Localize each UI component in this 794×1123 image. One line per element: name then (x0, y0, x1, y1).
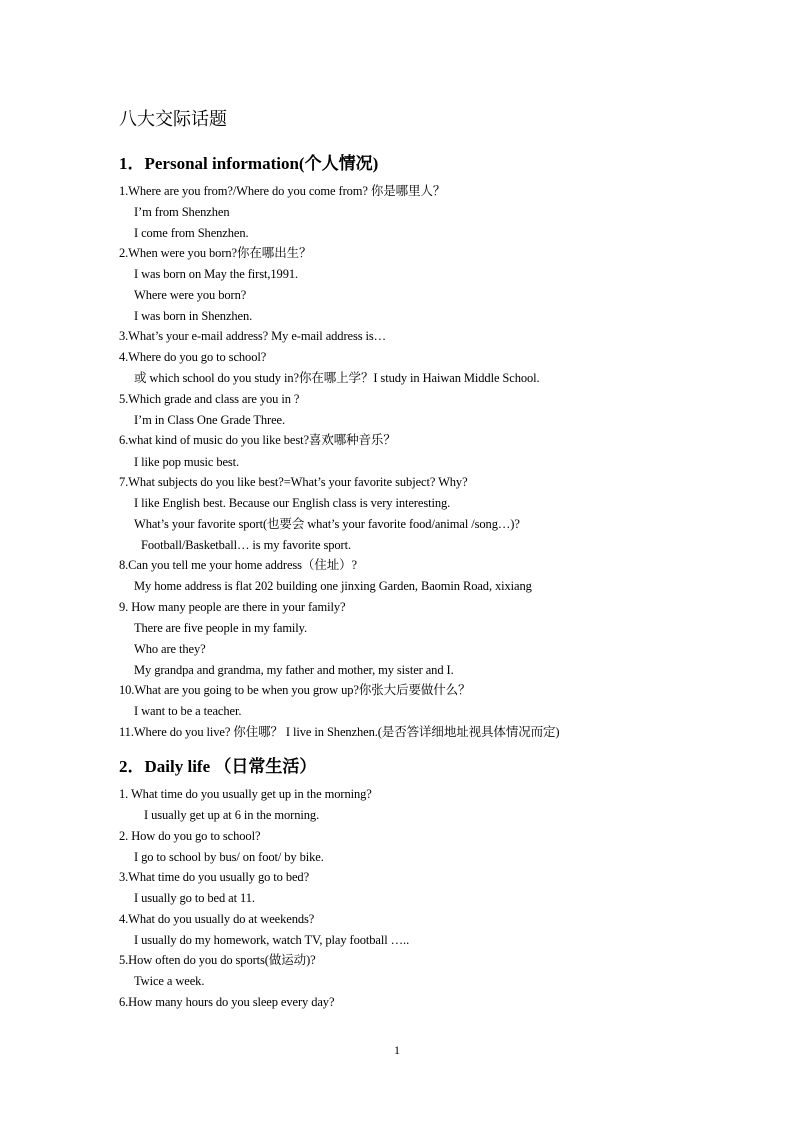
answer-line: Where were you born? (134, 288, 247, 302)
answer-line: I come from Shenzhen. (134, 226, 249, 240)
answer-line: I usually go to bed at 11. (134, 891, 255, 905)
document-title: 八大交际话题 (119, 109, 227, 129)
section-heading-personal-information: 1．Personal information(个人情况) (119, 154, 379, 173)
question-line: 10.What are you going to be when you grow up?你张大后要做什么？ (119, 683, 471, 697)
question-line: 11.Where do you live? 你住哪？ I live in Shenzhen.(是否答详细地址视具体情况而定) (119, 725, 560, 739)
question-line: 2. How do you go to school? (119, 829, 261, 843)
answer-line: I usually do my homework, watch TV, play football ….. (134, 933, 410, 947)
answer-line: Football/Basketball… is my favorite sport. (141, 538, 352, 552)
answer-line: 或 which school do you study in?你在哪上学？I study in Haiwan Middle School. (134, 371, 540, 385)
answer-line: I want to be a teacher. (134, 704, 242, 718)
answer-line: I go to school by bus/ on foot/ by bike. (134, 850, 324, 864)
answer-line: What’s your favorite sport(也要会 what’s your favorite food/animal /song…)? (134, 517, 520, 531)
page-number: 1 (394, 1043, 400, 1057)
answer-line: My home address is flat 202 building one jinxing Garden, Baomin Road, xixiang (134, 579, 532, 593)
question-line: 8.Can you tell me your home address（住址）? (119, 558, 357, 572)
question-line: 9. How many people are there in your family? (119, 600, 346, 614)
question-line: 3.What time do you usually go to bed? (119, 870, 310, 884)
answer-line: I was born on May the first,1991. (134, 267, 299, 281)
answer-line: I like pop music best. (134, 455, 240, 469)
answer-line: I usually get up at 6 in the morning. (144, 808, 320, 822)
question-line: 4.What do you usually do at weekends? (119, 912, 315, 926)
question-line: 6.what kind of music do you like best?喜欢哪种音乐？ (119, 433, 396, 447)
answer-line: There are five people in my family. (134, 621, 308, 635)
question-line: 5.Which grade and class are you in ? (119, 392, 300, 406)
answer-line: I like English best. Because our English class is very interesting. (134, 496, 451, 510)
question-line: 1. What time do you usually get up in the morning? (119, 787, 372, 801)
question-line: 4.Where do you go to school? (119, 350, 267, 364)
question-line: 7.What subjects do you like best?=What’s your favorite subject? Why? (119, 475, 468, 489)
answer-line: I was born in Shenzhen. (134, 309, 253, 323)
answer-line: I’m in Class One Grade Three. (134, 413, 285, 427)
question-line: 3.What’s your e-mail address? My e-mail address is… (119, 329, 387, 343)
section-heading-daily-life: 2．Daily life （日常生活） (119, 757, 317, 776)
answer-line: I’m from Shenzhen (134, 205, 230, 219)
question-line: 6.How many hours do you sleep every day? (119, 995, 335, 1009)
answer-line: My grandpa and grandma, my father and mother, my sister and I. (134, 663, 454, 677)
question-line: 5.How often do you do sports(做运动)? (119, 953, 316, 967)
answer-line: Twice a week. (134, 974, 205, 988)
answer-line: Who are they? (134, 642, 206, 656)
question-line: 2.When were you born?你在哪出生？ (119, 246, 312, 260)
question-line: 1.Where are you from?/Where do you come from? 你是哪里人？ (119, 184, 446, 198)
